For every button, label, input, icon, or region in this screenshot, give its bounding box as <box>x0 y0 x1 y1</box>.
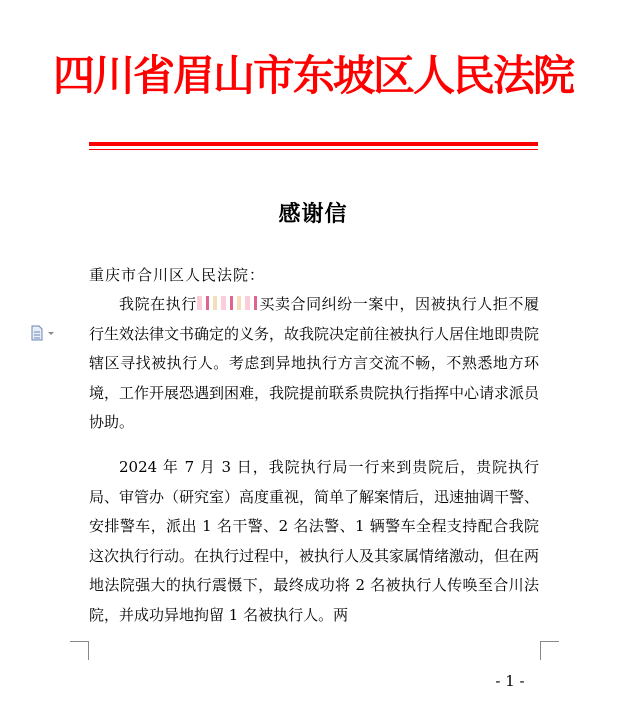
paragraph-2: 2024 年 7 月 3 日，我院执行局一行来到贵院后，贵院执行局、审管办（研究室）高度重视，简单了解案情后，迅速抽调干警、安排警车，派出 1 名干警、2 名法警、1 辆警车全程支持配合我院这次执行行动。在执行过程中，被执行人及其家属情绪激动，但在两地法院强大的执行震慑下，最终成功将 2 名被执行人传唤至合川法院，并成功异地拘留 1 名被执行人。两 <box>89 458 539 624</box>
header-rule-thin <box>89 149 538 150</box>
redacted-name <box>197 296 259 310</box>
letter-title: 感谢信 <box>278 201 348 227</box>
header-rule-thick <box>89 142 538 146</box>
paragraph-1-after: 买卖合同纠纷一案中，因被执行人拒不履行生效法律文书确定的义务，故我院决定前往被执行人居住地即贵院辖区寻找被执行人。考虑到异地执行方言交流不畅，不熟悉地方环境，工作开展恐遇到困难，我院提前联系贵院执行指挥中心请求派员协助。 <box>89 295 540 432</box>
court-name-header: 四川省眉山市东坡区人民法院 <box>52 51 573 100</box>
document-icon[interactable] <box>30 325 56 341</box>
salutation: 重庆市合川区人民法院： <box>89 266 266 284</box>
page-number: - 1 - <box>495 672 525 690</box>
crop-mark-left <box>70 641 89 660</box>
paragraph-1-before: 我院在执行 <box>119 295 197 313</box>
paragraph-1 <box>89 290 539 438</box>
crop-mark-right <box>540 641 559 660</box>
